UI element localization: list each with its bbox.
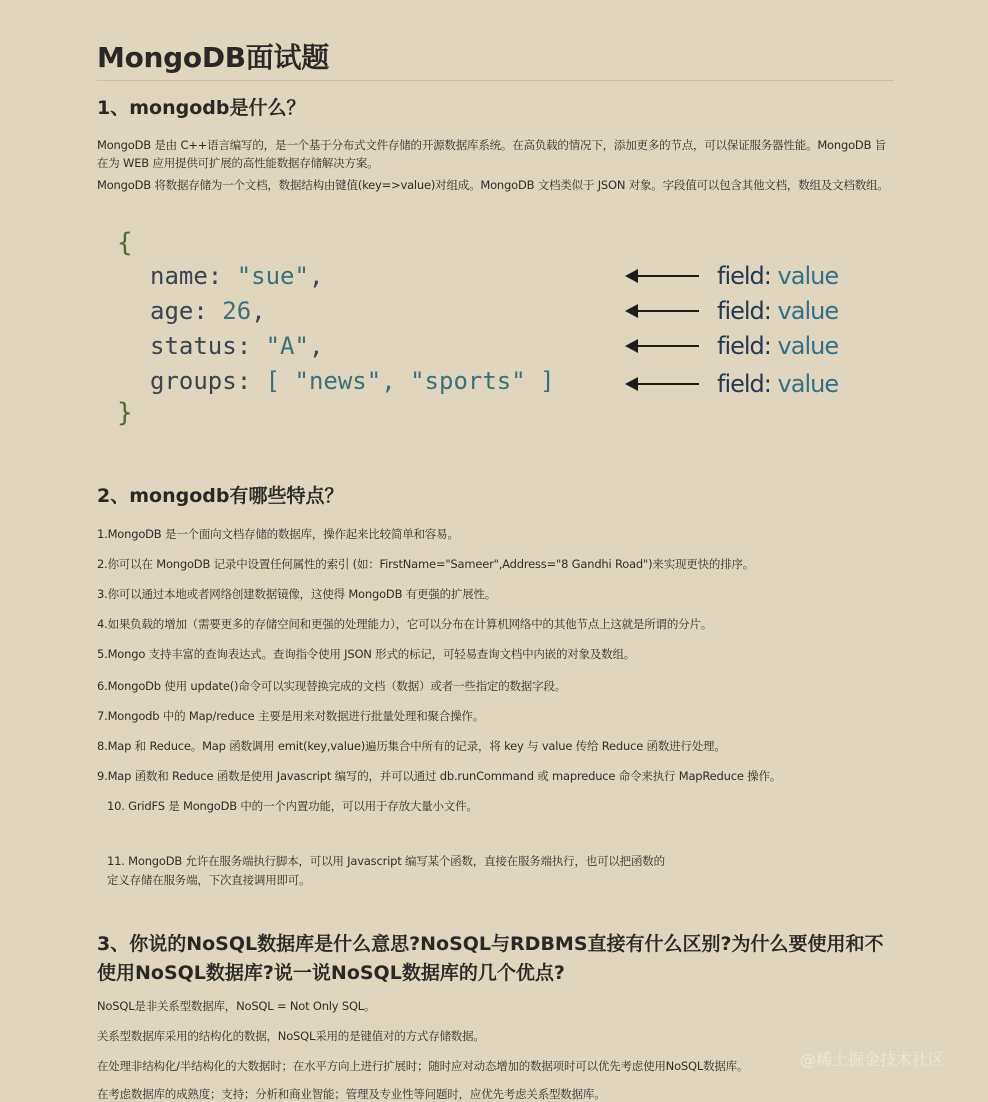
feature-item: 2.你可以在 MongoDB 记录中设置任何属性的索引 (如：FirstName="Sameer",Address="8 Gandhi Road")来实现更快的排序。 [97, 557, 755, 571]
feature-item: 5.Mongo 支持丰富的查询表达式。查询指令使用 JSON 形式的标记，可轻易查询文档中内嵌的对象及数组。 [97, 647, 636, 661]
feature-item: 6.MongoDb 使用 update()命令可以实现替换完成的文档（数据）或者一些指定的数据字段。 [97, 679, 567, 693]
code-line-status: status: "A", [150, 332, 324, 360]
open-brace: { [117, 228, 133, 258]
section-2-heading: 2、mongodb有哪些特点？ [97, 485, 344, 507]
annotation-row: field: value [627, 332, 838, 360]
code-line-age: age: 26, [150, 297, 266, 325]
nosql-item: 关系型数据库采用的结构化的数据，NoSQL采用的是键值对的方式存储数据。 [97, 1029, 485, 1043]
page-title: MongoDB面试题 [97, 41, 329, 74]
left-arrow-icon [627, 383, 699, 385]
watermark: @稀土掘金技术社区 [800, 1050, 945, 1069]
left-arrow-icon [627, 345, 699, 347]
annotation-row: field: value [627, 297, 838, 325]
code-line-name: name: "sue", [150, 262, 324, 290]
feature-item: 1.MongoDB 是一个面向文档存储的数据库，操作起来比较简单和容易。 [97, 527, 459, 541]
nosql-item: 在考虑数据库的成熟度；支持；分析和商业智能；管理及专业性等问题时，应优先考虑关系型数据库。 [97, 1087, 606, 1101]
feature-item: 10. GridFS 是 MongoDB 中的一个内置功能，可以用于存放大量小文件。 [107, 799, 478, 813]
section-1-paragraph-2: MongoDB 将数据存储为一个文档，数据结构由键值(key=>value)对组成。MongoDB 文档类似于 JSON 对象。字段值可以包含其他文档，数组及文档数组。 [97, 178, 889, 192]
left-arrow-icon [627, 310, 699, 312]
feature-item: 3.你可以通过本地或者网络创建数据镜像，这使得 MongoDB 有更强的扩展性。 [97, 587, 497, 601]
section-3-heading: 3、你说的NoSQL数据库是什么意思?NoSQL与RDBMS直接有什么区别?为什么要使用和不使用NoSQL数据库?说一说NoSQL数据库的几个优点? [97, 933, 884, 984]
feature-item: 11. MongoDB 允许在服务端执行脚本，可以用 Javascript 编写某个函数，直接在服务端执行，也可以把函数的定义存储在服务端，下次直接调用即可。 [107, 854, 665, 887]
feature-item: 4.如果负载的增加（需要更多的存储空间和更强的处理能力），它可以分布在计算机网络中的其他节点上这就是所谓的分片。 [97, 617, 713, 631]
feature-item: 7.Mongodb 中的 Map/reduce 主要是用来对数据进行批量处理和聚合操作。 [97, 709, 484, 723]
left-arrow-icon [627, 275, 699, 277]
feature-item: 9.Map 函数和 Reduce 函数是使用 Javascript 编写的，并可以通过 db.runCommand 或 mapreduce 命令来执行 MapReduce 操作。 [97, 769, 782, 783]
annotation-row: field: value [627, 262, 838, 290]
title-divider [97, 80, 894, 81]
code-line-groups: groups: [ "news", "sports" ] [150, 367, 555, 395]
feature-item: 8.Map 和 Reduce。Map 函数调用 emit(key,value)遍历集合中所有的记录，将 key 与 value 传给 Reduce 函数进行处理。 [97, 739, 726, 753]
document-example-diagram [117, 228, 877, 438]
section-1-heading: 1、mongodb是什么？ [97, 97, 306, 119]
section-1-paragraph-1: MongoDB 是由 C++语言编写的，是一个基于分布式文件存储的开源数据库系统。在高负载的情况下，添加更多的节点，可以保证服务器性能。MongoDB 旨在为 WEB 应用提供可扩展的高性能数据存储解决方案。 [97, 138, 887, 170]
nosql-item: NoSQL是非关系型数据库，NoSQL = Not Only SQL。 [97, 999, 376, 1013]
nosql-item: 在处理非结构化/半结构化的大数据时；在水平方向上进行扩展时；随时应对动态增加的数据项时可以优先考虑使用NoSQL数据库。 [97, 1059, 749, 1073]
close-brace: } [117, 398, 133, 428]
annotation-row: field: value [627, 370, 838, 398]
